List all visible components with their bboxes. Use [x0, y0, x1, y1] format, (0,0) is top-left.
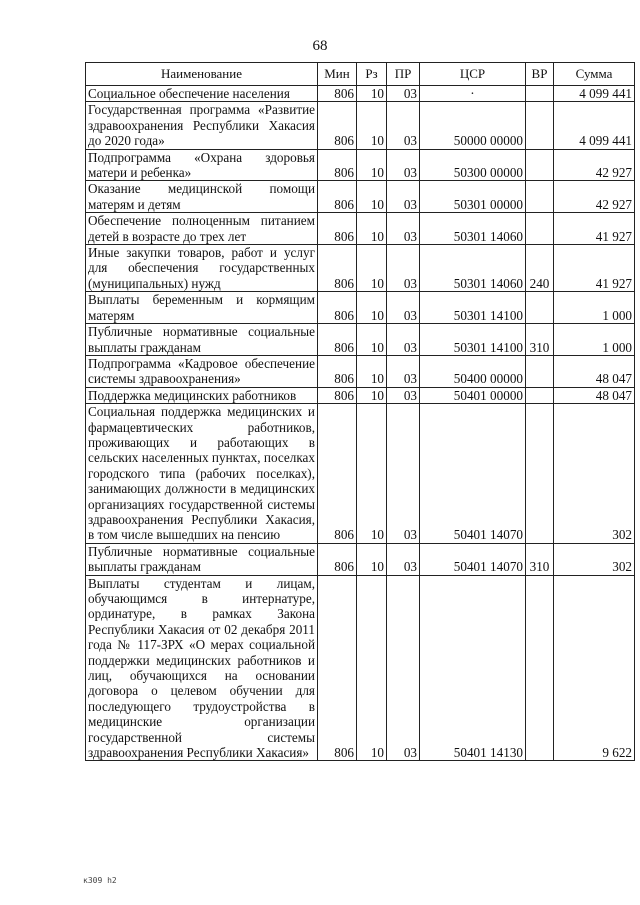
table-row [86, 387, 635, 403]
row-rz: 10 [357, 102, 387, 149]
row-pr: 03 [387, 149, 420, 181]
row-csr: 50401 14130 [420, 575, 526, 761]
row-min: 806 [318, 102, 357, 149]
row-vr: 310 [526, 543, 554, 575]
table-row [86, 86, 635, 102]
row-min: 806 [318, 404, 357, 544]
row-sum: 302 [554, 404, 635, 544]
column-header-csr: ЦСР [420, 63, 526, 86]
row-csr: 50401 00000 [420, 387, 526, 403]
row-name: Подпрограмма «Кадровое обеспечение системы здравоохранения» [86, 355, 318, 387]
table-row [86, 102, 635, 149]
row-pr: 03 [387, 543, 420, 575]
row-name: Публичные нормативные социальные выплаты гражданам [86, 543, 318, 575]
row-min: 806 [318, 245, 357, 292]
table-header-row [86, 63, 635, 86]
row-pr: 03 [387, 404, 420, 544]
row-rz: 10 [357, 404, 387, 544]
row-sum: 1 000 [554, 324, 635, 356]
row-rz: 10 [357, 324, 387, 356]
row-min: 806 [318, 355, 357, 387]
column-header-name: Наименование [86, 63, 318, 86]
column-header-sum: Сумма [554, 63, 635, 86]
row-rz: 10 [357, 86, 387, 102]
row-min: 806 [318, 387, 357, 403]
row-csr: · [420, 86, 526, 102]
row-min: 806 [318, 543, 357, 575]
row-csr: 50301 00000 [420, 181, 526, 213]
column-header-rz: Рз [357, 63, 387, 86]
row-rz: 10 [357, 387, 387, 403]
row-name: Иные закупки товаров, работ и услуг для обеспечения государственных (муниципальных) нужд [86, 245, 318, 292]
table-row [86, 355, 635, 387]
table-row [86, 213, 635, 245]
row-name: Оказание медицинской помощи матерям и детям [86, 181, 318, 213]
row-pr: 03 [387, 213, 420, 245]
row-vr [526, 404, 554, 544]
row-sum: 302 [554, 543, 635, 575]
row-rz: 10 [357, 543, 387, 575]
table-row [86, 324, 635, 356]
column-header-pr: ПР [387, 63, 420, 86]
row-rz: 10 [357, 355, 387, 387]
row-csr: 50401 14070 [420, 543, 526, 575]
budget-table [85, 62, 635, 761]
column-header-min: Мин [318, 63, 357, 86]
table-row [86, 245, 635, 292]
row-vr [526, 102, 554, 149]
row-vr [526, 149, 554, 181]
row-name: Обеспечение полноценным питанием детей в возрасте до трех лет [86, 213, 318, 245]
row-sum: 42 927 [554, 181, 635, 213]
table-row [86, 292, 635, 324]
row-pr: 03 [387, 324, 420, 356]
row-name: Социальное обеспечение населения [86, 86, 318, 102]
row-min: 806 [318, 324, 357, 356]
row-csr: 50301 14100 [420, 292, 526, 324]
row-pr: 03 [387, 86, 420, 102]
table-row [86, 404, 635, 544]
row-name: Выплаты студентам и лицам, обучающимся в интернатуре, ординатуре, в рамках Закона Республики Хакасия от 02 декабря 2011 года № 117-ЗРХ «О мерах социальной поддержки медицинских работников и лиц, обучающихся на основании договора о целевом обучении для последующего трудоустройства в медицинские организации государственной системы здравоохранения Республики Хакасия» [86, 575, 318, 761]
row-pr: 03 [387, 181, 420, 213]
row-rz: 10 [357, 292, 387, 324]
row-min: 806 [318, 86, 357, 102]
row-pr: 03 [387, 355, 420, 387]
row-csr: 50301 14100 [420, 324, 526, 356]
row-vr [526, 355, 554, 387]
row-vr [526, 86, 554, 102]
table-row [86, 181, 635, 213]
row-sum: 48 047 [554, 355, 635, 387]
row-csr: 50400 00000 [420, 355, 526, 387]
row-sum: 41 927 [554, 213, 635, 245]
row-min: 806 [318, 575, 357, 761]
row-sum: 4 099 441 [554, 102, 635, 149]
row-rz: 10 [357, 213, 387, 245]
row-csr: 50000 00000 [420, 102, 526, 149]
table-row [86, 543, 635, 575]
row-name: Социальная поддержка медицинских и фармацевтических работников, проживающих и работающих в сельских населенных пунктах, поселках городского типа (рабочих поселках), занимающих должности в медицинских организациях государственной системы здравоохранения Республики Хакасия, в том числе вышедших на пенсию [86, 404, 318, 544]
row-vr: 240 [526, 245, 554, 292]
row-name: Публичные нормативные социальные выплаты гражданам [86, 324, 318, 356]
page-number: 68 [312, 38, 328, 54]
row-rz: 10 [357, 575, 387, 761]
row-vr [526, 292, 554, 324]
row-pr: 03 [387, 245, 420, 292]
table-row [86, 575, 635, 761]
row-name: Государственная программа «Развитие здравоохранения Республики Хакасия до 2020 года» [86, 102, 318, 149]
row-min: 806 [318, 292, 357, 324]
row-pr: 03 [387, 575, 420, 761]
row-pr: 03 [387, 292, 420, 324]
row-name: Подпрограмма «Охрана здоровья матери и ребенка» [86, 149, 318, 181]
row-csr: 50300 00000 [420, 149, 526, 181]
row-csr: 50301 14060 [420, 213, 526, 245]
row-csr: 50301 14060 [420, 245, 526, 292]
row-sum: 42 927 [554, 149, 635, 181]
row-name: Выплаты беременным и кормящим матерям [86, 292, 318, 324]
row-vr [526, 387, 554, 403]
row-min: 806 [318, 181, 357, 213]
row-vr [526, 213, 554, 245]
row-rz: 10 [357, 245, 387, 292]
row-vr: 310 [526, 324, 554, 356]
footer-mark: к309 h2 [83, 876, 117, 885]
column-header-vr: ВР [526, 63, 554, 86]
row-vr [526, 181, 554, 213]
row-pr: 03 [387, 387, 420, 403]
row-sum: 9 622 [554, 575, 635, 761]
row-sum: 41 927 [554, 245, 635, 292]
row-sum: 48 047 [554, 387, 635, 403]
row-name: Поддержка медицинских работников [86, 387, 318, 403]
row-pr: 03 [387, 102, 420, 149]
table-row [86, 149, 635, 181]
row-csr: 50401 14070 [420, 404, 526, 544]
row-rz: 10 [357, 181, 387, 213]
row-rz: 10 [357, 149, 387, 181]
row-vr [526, 575, 554, 761]
row-min: 806 [318, 149, 357, 181]
row-min: 806 [318, 213, 357, 245]
row-sum: 1 000 [554, 292, 635, 324]
row-sum: 4 099 441 [554, 86, 635, 102]
